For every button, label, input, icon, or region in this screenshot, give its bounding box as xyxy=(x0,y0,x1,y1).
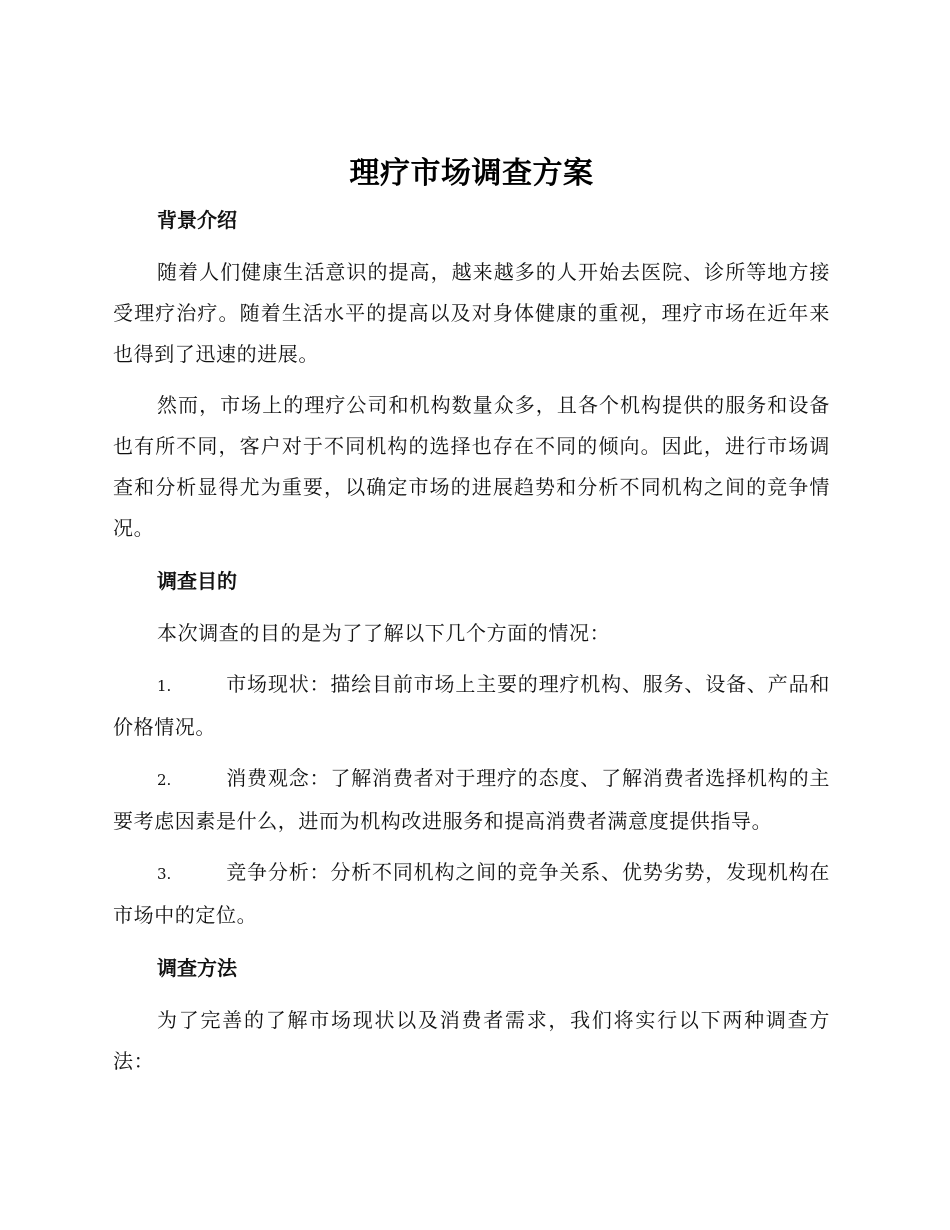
section-heading-purpose: 调查目的 xyxy=(157,569,237,593)
section-heading-method: 调查方法 xyxy=(157,956,237,980)
list-item-text: 消费观念：了解消费者对于理疗的态度、了解消费者选择机构的主要考虑因素是什么，进而为机构改进服务和提高消费者满意度提供指导。 xyxy=(113,766,830,833)
list-number: 2. xyxy=(157,771,172,789)
list-item xyxy=(113,758,830,842)
list-number: 3. xyxy=(157,865,172,883)
list-item xyxy=(113,664,830,748)
list-item-text: 市场现状：描绘目前市场上主要的理疗机构、服务、设备、产品和价格情况。 xyxy=(113,672,830,739)
list-item xyxy=(113,852,830,936)
document-body xyxy=(113,150,830,1082)
list-item-text: 竞争分析：分析不同机构之间的竞争关系、优势劣势，发现机构在市场中的定位。 xyxy=(113,860,830,927)
background-paragraph-2: 然而，市场上的理疗公司和机构数量众多，且各个机构提供的服务和设备也有所不同，客户对于不同机构的选择也存在不同的倾向。因此，进行市场调查和分析显得尤为重要，以确定市场的进展趋势和分析不同机构之间的竞争情况。 xyxy=(113,393,830,540)
list-number: 1. xyxy=(157,677,172,695)
document-title: 理疗市场调查方案 xyxy=(349,156,594,191)
method-intro: 为了完善的了解市场现状以及消费者需求，我们将实行以下两种调查方法： xyxy=(113,1008,830,1073)
purpose-intro: 本次调查的目的是为了了解以下几个方面的情况： xyxy=(157,621,611,645)
section-heading-background: 背景介绍 xyxy=(157,208,237,232)
background-paragraph-1: 随着人们健康生活意识的提高，越来越多的人开始去医院、诊所等地方接受理疗治疗。随着生活水平的提高以及对身体健康的重视，理疗市场在近年来也得到了迅速的进展。 xyxy=(113,260,830,366)
